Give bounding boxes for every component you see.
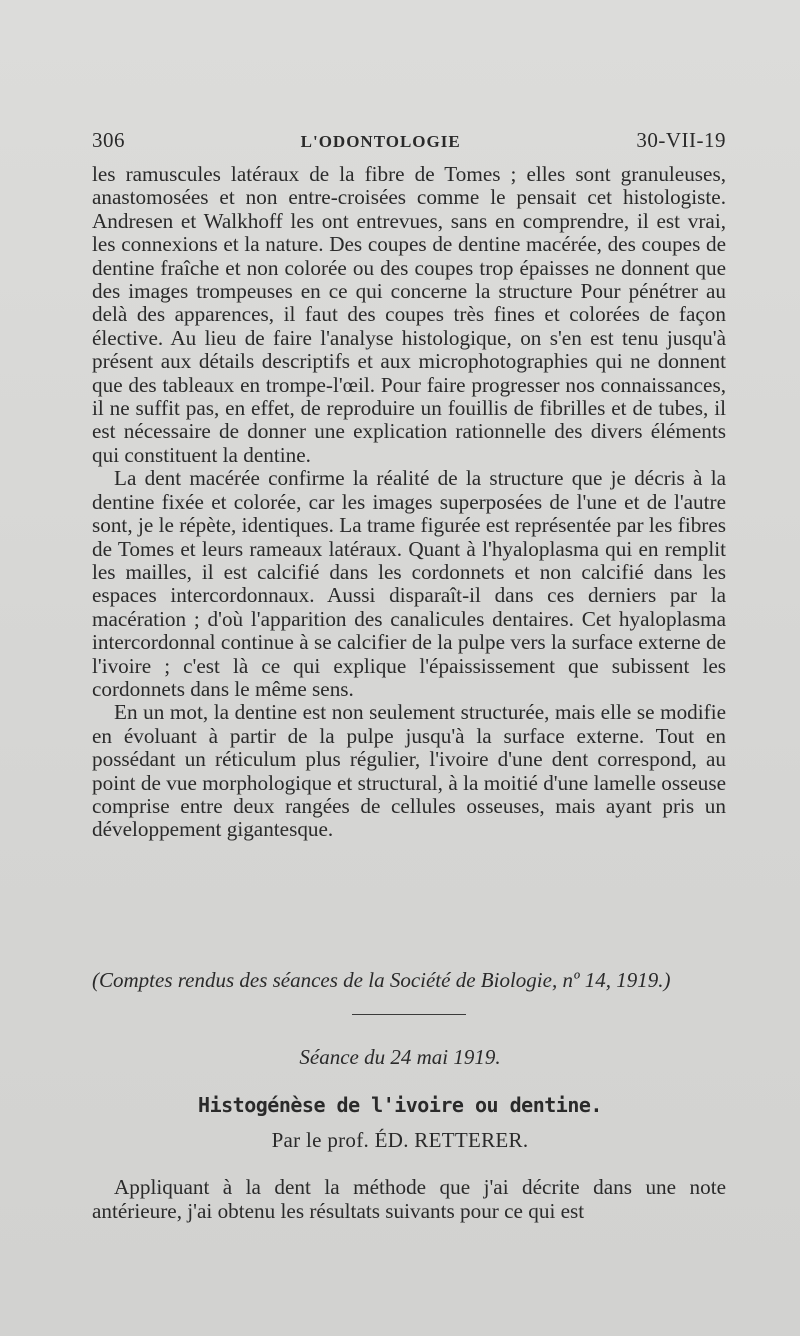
- article-author: Par le prof. ÉD. RETTERER.: [271, 1128, 529, 1152]
- body-text: [92, 163, 726, 842]
- running-header: [92, 128, 726, 153]
- section-divider: [352, 1014, 466, 1015]
- page-number: 306: [92, 128, 125, 152]
- paragraph: les ramuscules latéraux de la fibre de Tomes ; elles sont granuleuses, anastomosées et non entre-croisées comme le pensait cet histologiste. Andresen et Walkhoff les ont entrevues, sans en comprendre, il est vrai, les connexions et la nature. Des coupes de dentine macérée, des coupes de dentine fraîche et non colorée ou des coupes trop épaisses ne donnent que des images trompeuses en ce qui concerne la structure Pour pénétrer au delà des apparences, il faut des coupes très fines et colorées de façon élective. Au lieu de faire l'analyse histologique, on s'en est tenu jusqu'à présent aux détails descriptifs et aux microphotographies qui ne donnent que des tableaux en trompe-l'œil. Pour faire progresser nos connaissances, il ne suffit pas, en effet, de reproduire un fouillis de fibrilles et de tubes, il est nécessaire de donner une explication rationnelle des divers éléments qui constituent la dentine.: [92, 162, 726, 467]
- article-title: Histogénèse de l'ivoire ou dentine.: [198, 1093, 602, 1117]
- paragraph: En un mot, la dentine est non seulement structurée, mais elle se modifie en évoluant à partir de la pulpe jusqu'à la surface externe. Tout en possédant un réticulum plus régulier, l'ivoire d'une dent correspond, au point de vue morphologique et structural, à la moitié d'une lamelle osseuse comprise entre deux rangées de cellules osseuses, mais ayant pris un développement gigantesque.: [92, 700, 726, 842]
- journal-title: L'ODONTOLOGIE: [300, 132, 461, 151]
- session-date: Séance du 24 mai 1919.: [299, 1045, 501, 1069]
- article-intro: [92, 1175, 726, 1223]
- paragraph: Appliquant à la dent la méthode que j'ai décrite dans une note antérieure, j'ai obtenu les résultats suivants pour ce qui est: [92, 1175, 726, 1223]
- issue-date: 30-VII-19: [636, 128, 726, 152]
- citation: (Comptes rendus des séances de la Société de Biologie, nº 14, 1919.): [92, 968, 671, 992]
- paragraph: La dent macérée confirme la réalité de la structure que je décris à la dentine fixée et colorée, car les images superposées de l'une et de l'autre sont, je le répète, identiques. La trame figurée est représentée par les fibres de Tomes et leurs rameaux latéraux. Quant à l'hyaloplasma qui en remplit les mailles, il est calcifié dans les cordonnets et non calcifié dans les espaces intercordonnaux. Aussi disparaît-il dans ces derniers par la macération ; d'où l'apparition des canalicules dentaires. Cet hyaloplasma intercordonnal continue à se calcifier de la pulpe vers la surface externe de l'ivoire ; c'est là ce qui explique l'épaississement que subissent les cordonnets dans le même sens.: [92, 466, 726, 701]
